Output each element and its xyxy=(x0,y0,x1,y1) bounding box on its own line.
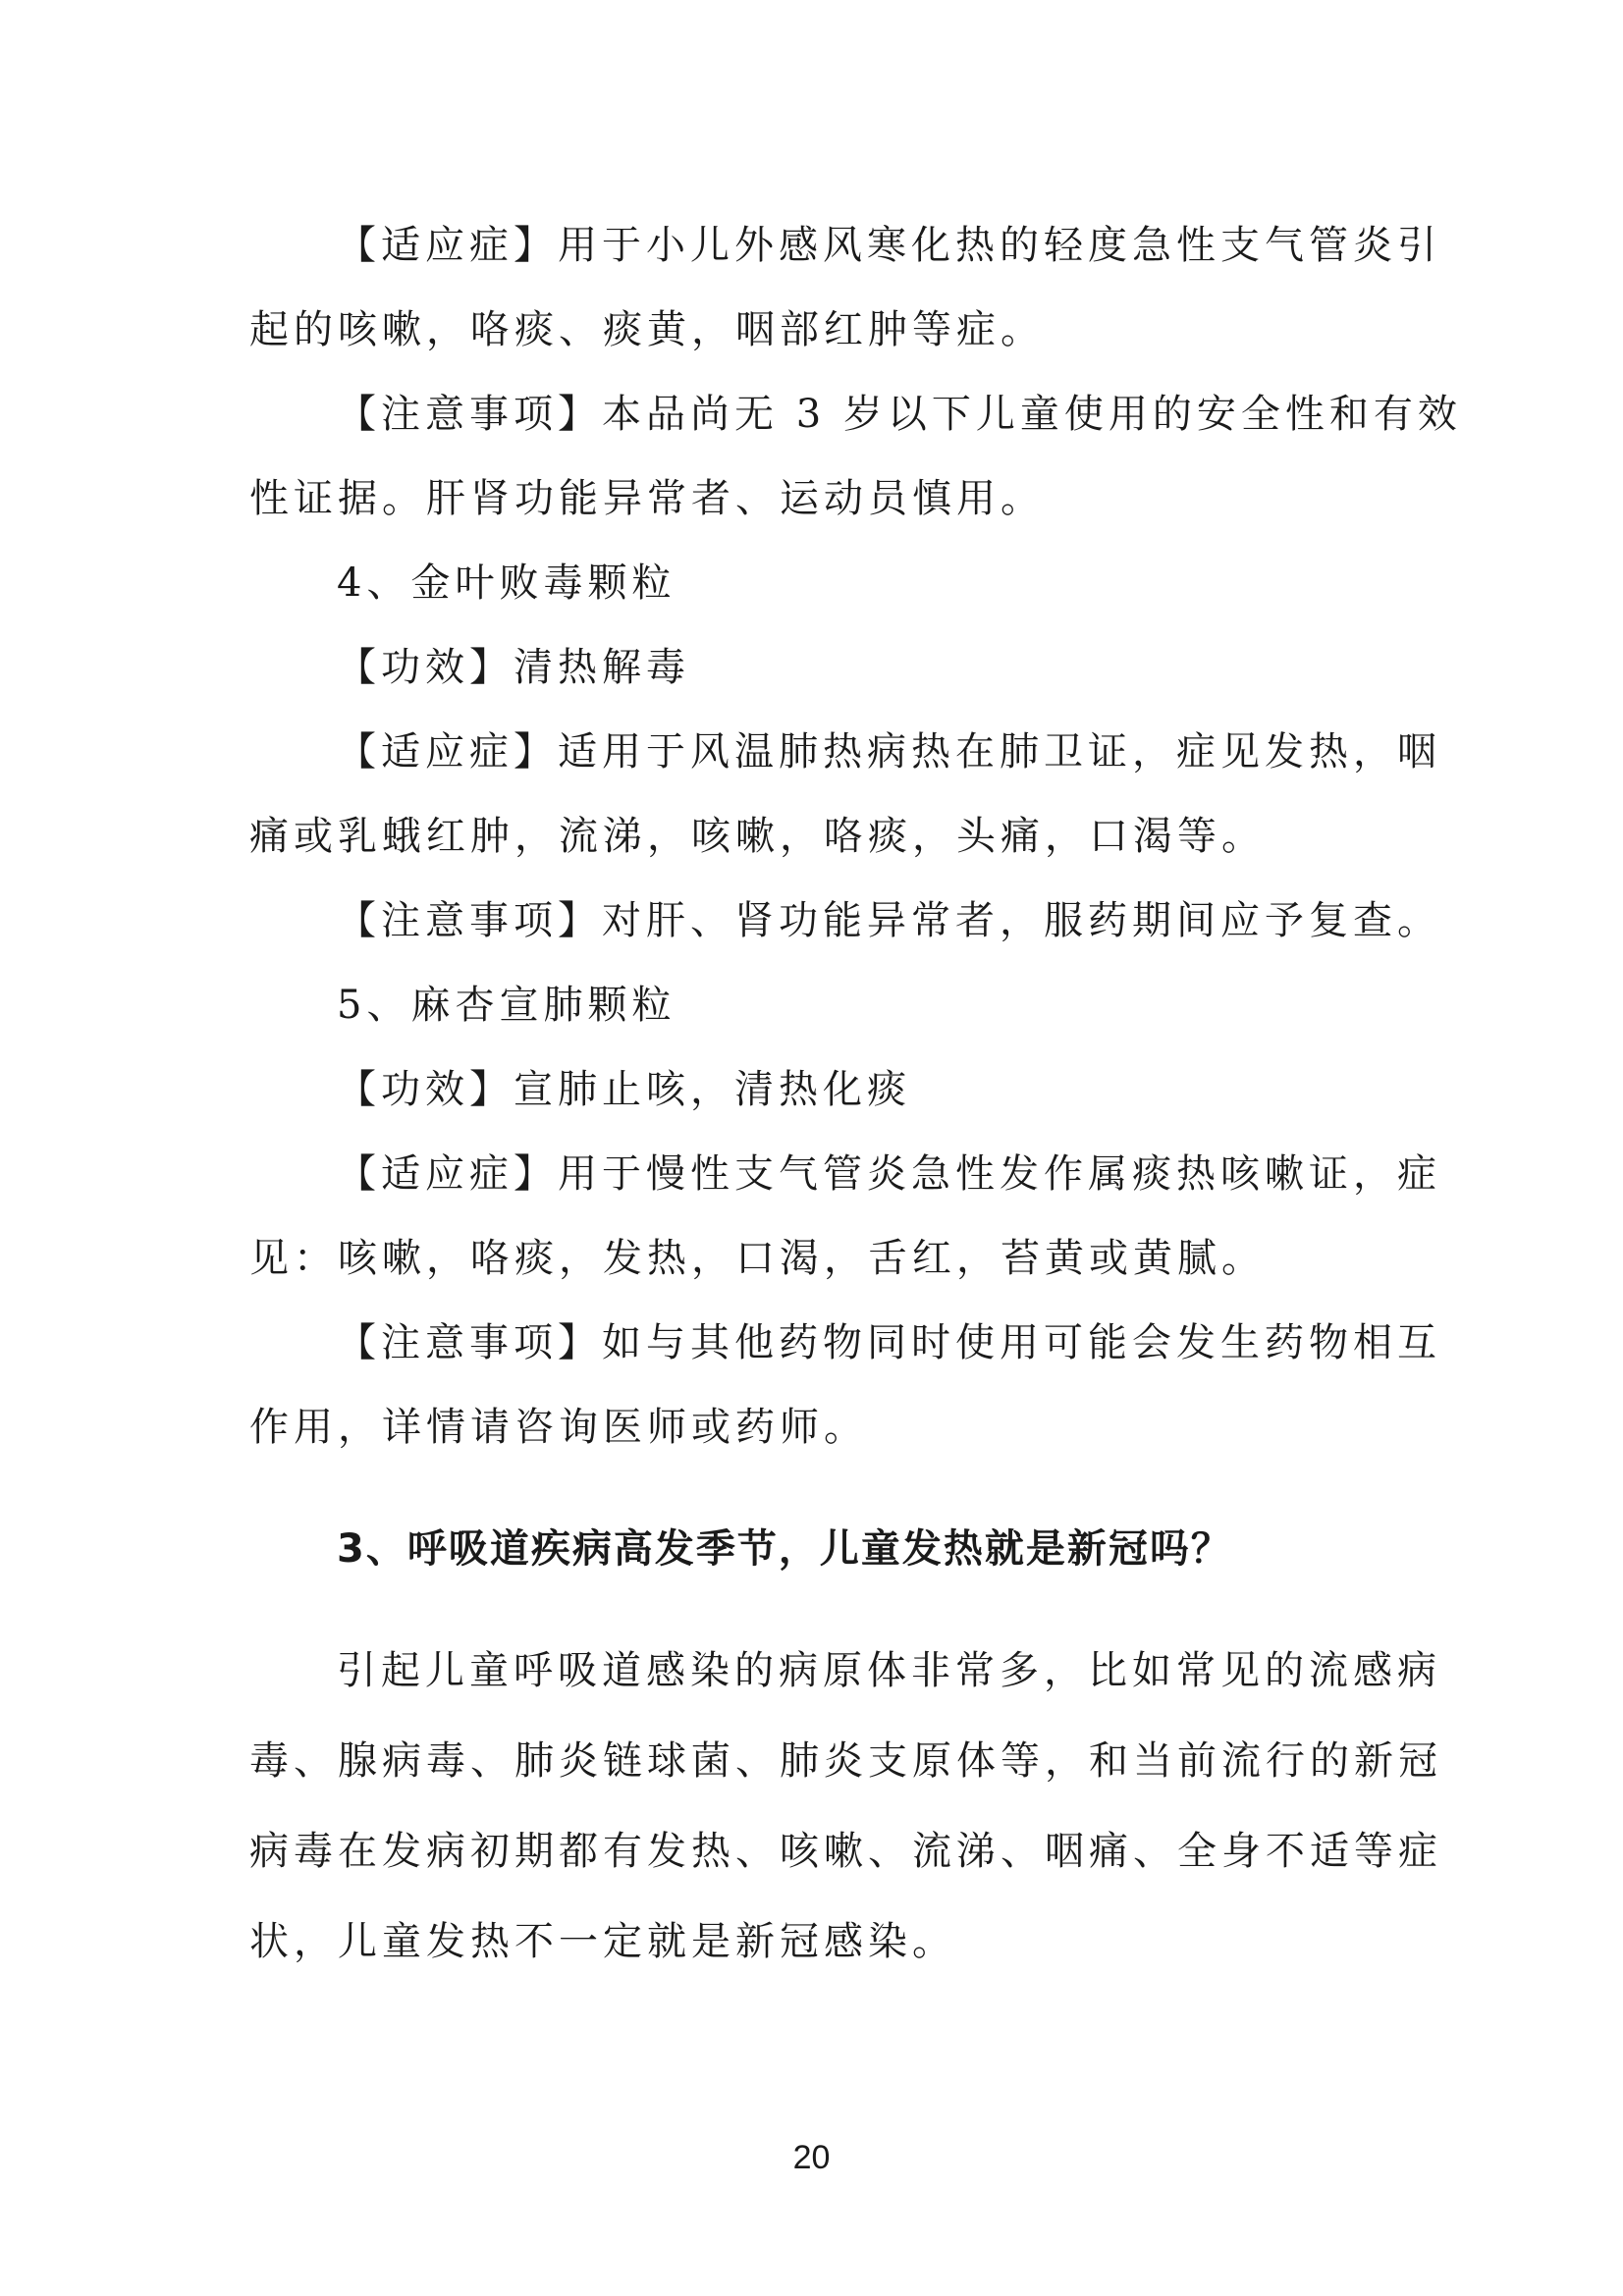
page-number: 20 xyxy=(792,2139,831,2176)
paragraph-line: 【功效】宣肺止咳，清热化痰 xyxy=(337,1067,911,1112)
paragraph-line: 见：咳嗽，咯痰，发热，口渴，舌红，苔黄或黄腻。 xyxy=(249,1236,1266,1281)
paragraph-line: 病毒在发病初期都有发热、咳嗽、流涕、咽痛、全身不适等症 xyxy=(249,1829,1442,1874)
paragraph-line: 【适应症】适用于风温肺热病热在肺卫证，症见发热，咽 xyxy=(337,729,1441,774)
paragraph-line: 【注意事项】本品尚无 3 岁以下儿童使用的安全性和有效 xyxy=(337,392,1462,437)
paragraph-line: 痛或乳蛾红肿，流涕，咳嗽，咯痰，头痛，口渴等。 xyxy=(249,814,1266,859)
section-heading: 3、呼吸道疾病高发季节，儿童发热就是新冠吗？ xyxy=(337,1526,1232,1572)
paragraph-line: 【适应症】用于慢性支气管炎急性发作属痰热咳嗽证，症 xyxy=(337,1151,1441,1197)
paragraph-line: 性证据。肝肾功能异常者、运动员慎用。 xyxy=(249,476,1045,521)
paragraph-line: 状，儿童发热不一定就是新冠感染。 xyxy=(249,1919,956,1964)
paragraph-line: 【功效】清热解毒 xyxy=(337,645,690,690)
paragraph-line: 毒、腺病毒、肺炎链球菌、肺炎支原体等，和当前流行的新冠 xyxy=(249,1738,1442,1784)
paragraph-line: 作用，详情请咨询医师或药师。 xyxy=(249,1405,868,1450)
paragraph-line: 起的咳嗽，咯痰、痰黄，咽部红肿等症。 xyxy=(249,307,1045,352)
item-title: 4、金叶败毒颗粒 xyxy=(337,561,676,606)
paragraph-line: 【注意事项】对肝、肾功能异常者，服药期间应予复查。 xyxy=(337,898,1441,943)
paragraph-line: 【适应症】用于小儿外感风寒化热的轻度急性支气管炎引 xyxy=(337,223,1441,268)
paragraph-line: 【注意事项】如与其他药物同时使用可能会发生药物相互 xyxy=(337,1320,1441,1365)
item-title: 5、麻杏宣肺颗粒 xyxy=(337,983,676,1028)
paragraph-line: 引起儿童呼吸道感染的病原体非常多，比如常见的流感病 xyxy=(337,1648,1441,1693)
